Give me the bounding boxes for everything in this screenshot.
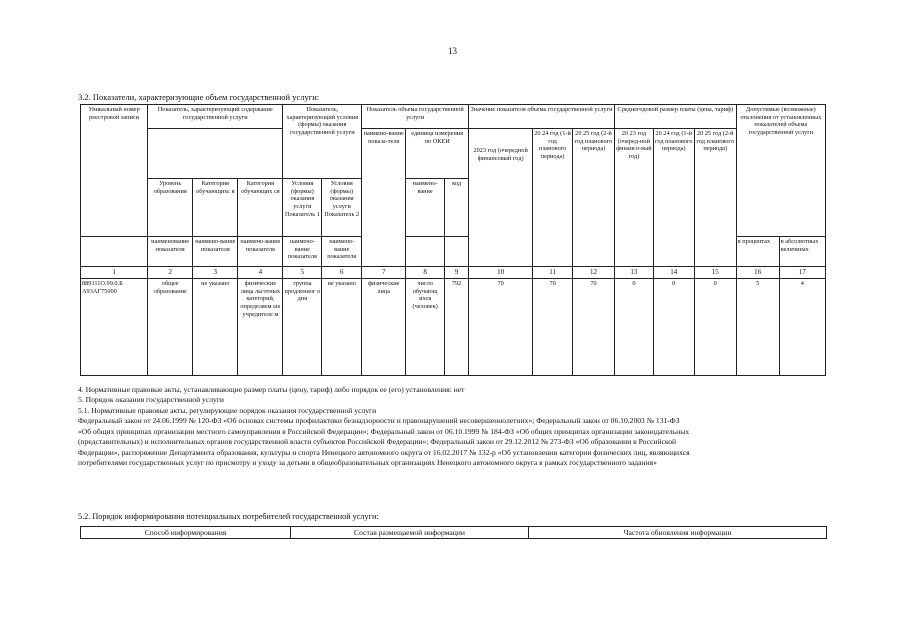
header-condition-1: Условия (формы) оказания услуги Показатель 1 bbox=[283, 179, 322, 237]
header-unit-name: наимено-вание bbox=[406, 179, 445, 237]
table-row bbox=[81, 279, 826, 376]
header-volume: Показатель объема государственной услуги bbox=[362, 105, 469, 129]
section-title: 3.2. Показатели, характеризующие объем государственной услуги: bbox=[78, 92, 320, 102]
cell-condition-1: группа продленног о дня bbox=[283, 279, 322, 376]
text-line: 5. Порядок оказания государственной услуги bbox=[78, 395, 224, 405]
header-conditions: Показатель, характеризующий условия (формы) оказания государственной услуги bbox=[283, 105, 362, 179]
header-fee-2025: 20 25 год (2-й год планового периода) bbox=[694, 129, 736, 267]
col-number: 13 bbox=[614, 267, 653, 279]
info-header-method: Способ информирования bbox=[81, 527, 291, 539]
col-number: 9 bbox=[445, 267, 469, 279]
header-category-1: Категория обучающихс я bbox=[193, 179, 238, 237]
header-category-2: Категория обучающих ся bbox=[238, 179, 283, 237]
header-name-indicator-3: наимено-вание показателя bbox=[238, 237, 283, 267]
legal-text-block bbox=[78, 385, 826, 469]
info-section-title: 5.2. Порядок информирования потенциальных потребителей государственной услуги: bbox=[78, 512, 379, 521]
col-number: 17 bbox=[779, 267, 825, 279]
volume-indicators-table bbox=[80, 104, 826, 376]
header-name-indicator-5: наимено-вание показателя bbox=[322, 237, 362, 267]
header-value: Значение показателя объема государственной услуги bbox=[469, 105, 615, 129]
cell-fee-2025: 0 bbox=[694, 279, 736, 376]
header-value-2025: 20 25 год (2-й год планового периода) bbox=[573, 129, 615, 267]
header-fee: Среднегодовой размер платы (цена, тариф) bbox=[614, 105, 736, 129]
text-line: потребителями государственных услуг по присмотру и уходу за детьми в общеобразовательных организациях Ненецкого автономного округа в рамках государственного задания» bbox=[78, 458, 657, 468]
header-name-indicator-4: наимено-вание показателя bbox=[283, 237, 322, 267]
col-number: 11 bbox=[533, 267, 573, 279]
cell-category-2: физические лица льготных категорий, определяем ых учредителе м bbox=[238, 279, 283, 376]
unit-name-spacer bbox=[406, 237, 445, 267]
text-line: 4. Нормативные правовые акты, устанавливающие размер платы (цену, тариф) либо порядок ее (его) установления: нет bbox=[78, 385, 465, 394]
col-number: 2 bbox=[148, 267, 193, 279]
cell-unit-name: число обучающ ихся (человек) bbox=[406, 279, 445, 376]
text-line: Федеральный закон от 24.06.1999 № 120-ФЗ «Об основах системы профилактики безнадзорности и правонарушений несовершеннолетних»; Федеральный закон от 06.10.2003 № 131-ФЗ bbox=[78, 416, 680, 426]
cell-value-2025: 70 bbox=[573, 279, 615, 376]
header-value-2024: 20 24 год (1-й год планового периода) bbox=[533, 129, 573, 267]
col-number: 10 bbox=[469, 267, 533, 279]
cell-level: общее образование bbox=[148, 279, 193, 376]
header-percent: в процентах bbox=[736, 237, 779, 267]
cell-condition-2: не указано bbox=[322, 279, 362, 376]
header-name-indicator-2: наимено-вание показателя bbox=[193, 237, 238, 267]
info-header-frequency: Частота обновления информации bbox=[529, 527, 827, 539]
text-line: 5.1. Нормативные правовые акты, регулирующие порядок оказания государственной услуги bbox=[78, 405, 377, 415]
text-line: (представительных) и исполнительных органов государственной власти субъектов Российской Федерации»; Федеральный закон от 29.12.2012 № 273-ФЗ «Об образовании в Российской bbox=[78, 437, 677, 447]
cell-registry: 889111О.99.0.Б А93АГ75000 bbox=[81, 279, 148, 376]
cell-deviation-absolute: 4 bbox=[779, 279, 825, 376]
cell-unit-code: 792 bbox=[445, 279, 469, 376]
header-unit-code: код bbox=[445, 179, 469, 237]
registry-spacer bbox=[81, 237, 148, 267]
text-line: «Об общих принципах организации местного самоуправления в Российской Федерации»; Федеральный закон от 06.10.1999 № 184-ФЗ «Об общих принципах организации законодательных bbox=[78, 426, 690, 436]
col-number: 6 bbox=[322, 267, 362, 279]
cell-indicator-name: физические лица bbox=[362, 279, 406, 376]
header-fee-2024: 20 24 год (1-й год планового периода) bbox=[653, 129, 694, 267]
header-fee-2023: 20 23 год (очеред-ной финансо-вый год) bbox=[614, 129, 653, 267]
content-spacer bbox=[148, 129, 283, 179]
cell-fee-2023: 0 bbox=[614, 279, 653, 376]
col-number: 5 bbox=[283, 267, 322, 279]
col-number: 16 bbox=[736, 267, 779, 279]
header-indicator-name: наимено-вание показа-теля bbox=[362, 129, 406, 267]
header-absolute: в абсолютных величинах bbox=[779, 237, 825, 267]
informing-table bbox=[80, 526, 827, 539]
cell-value-2023: 70 bbox=[469, 279, 533, 376]
header-unit: единица измерения по ОКЕИ bbox=[406, 129, 469, 179]
header-registry: Уникальный номер реестровой записи bbox=[81, 105, 148, 237]
col-number: 14 bbox=[653, 267, 694, 279]
page-number: 13 bbox=[448, 46, 457, 56]
cell-fee-2024: 0 bbox=[653, 279, 694, 376]
header-deviation: Допустимые (возможные) отклонения от установленных показателей объема государственной услуги bbox=[736, 105, 825, 237]
cell-deviation-percent: 5 bbox=[736, 279, 779, 376]
header-level: Уровень образования bbox=[148, 179, 193, 237]
col-number: 8 bbox=[406, 267, 445, 279]
col-number: 15 bbox=[694, 267, 736, 279]
col-number: 3 bbox=[193, 267, 238, 279]
unit-code-spacer bbox=[445, 237, 469, 267]
header-name-indicator: наименование показателя bbox=[148, 237, 193, 267]
col-number: 7 bbox=[362, 267, 406, 279]
header-content: Показатель, характеризующий содержание государственной услуги bbox=[148, 105, 283, 129]
text-line: Федерации», распоряжение Департамента образования, культуры и спорта Ненецкого автономного округа от 16.02.2017 № 132-р «Об установлении категории физических лиц, являющихся bbox=[78, 447, 690, 457]
col-number: 1 bbox=[81, 267, 148, 279]
col-number: 12 bbox=[573, 267, 615, 279]
cell-category-1: не указано bbox=[193, 279, 238, 376]
col-number: 4 bbox=[238, 267, 283, 279]
cell-value-2024: 70 bbox=[533, 279, 573, 376]
info-header-content: Состав размещаемой информации bbox=[291, 527, 529, 539]
header-value-2023: 2023 год (очередной финансовый год) bbox=[469, 129, 533, 267]
header-condition-2: Условия (формы) оказания услуги Показатель 2 bbox=[322, 179, 362, 237]
